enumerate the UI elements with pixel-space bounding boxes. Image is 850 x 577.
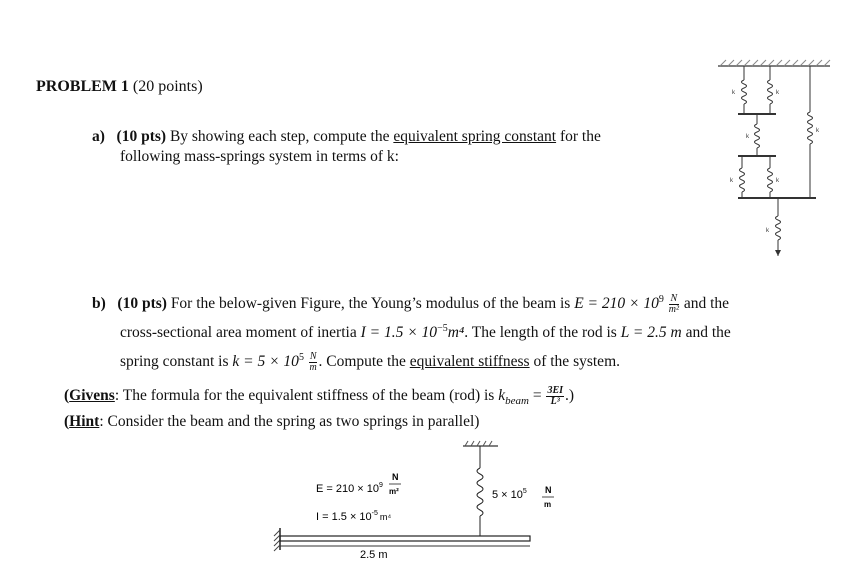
ceiling-hatch	[720, 60, 830, 66]
spring-system-figure	[712, 58, 837, 270]
part-b-underlined: equivalent stiffness	[409, 353, 530, 371]
spring-top-middle	[768, 66, 773, 114]
fig-E-unit-num: N	[392, 472, 399, 482]
part-b-l3b: . Compute the	[318, 353, 406, 371]
part-b-points: (10 pts)	[117, 295, 167, 313]
spring-top-left	[742, 66, 747, 114]
part-b-I: I = 1.5 × 10	[360, 324, 438, 342]
fig-E-unit-den: m²	[389, 487, 399, 496]
hint-open: (	[64, 413, 70, 430]
problem-heading: PROBLEM 1	[36, 78, 129, 95]
part-b-E: E = 210 × 10	[574, 295, 659, 313]
part-b-l2a: cross-sectional area moment of inertia	[120, 324, 357, 342]
part-b-line1	[92, 287, 832, 316]
givens-open: (	[64, 387, 70, 405]
fig-k-unit-num: N	[545, 485, 552, 495]
k-label-6: k	[776, 178, 779, 184]
part-b-l1a: For the below-given Figure, the Young’s modulus of the beam is	[170, 295, 571, 313]
ceiling-hatch-b	[465, 441, 492, 446]
givens-eq: =	[532, 387, 542, 405]
beam-length: 2.5 m	[360, 549, 388, 561]
spring-right-long	[808, 66, 813, 198]
k-label-5: k	[730, 178, 733, 184]
part-a-text2: for the	[559, 128, 601, 145]
fig-I-label: $I = 1.5 \times 10^{-5}$ $_{m^4}$	[316, 510, 392, 523]
fig-k-unit-den: m	[544, 500, 552, 509]
part-a-underlined: equivalent spring constant	[393, 128, 557, 145]
spring-lower-middle	[768, 156, 773, 198]
givens-k: k	[498, 387, 506, 405]
givens-close: .)	[565, 387, 575, 405]
spring-mid	[755, 114, 760, 156]
fig-k-label: $5 \times 10^5$	[492, 488, 527, 501]
problem-points: (20 points)	[132, 78, 203, 95]
part-b-l3c: of the system.	[533, 353, 620, 371]
spring-bottom	[776, 198, 781, 256]
givens-line	[64, 386, 764, 411]
force-arrow-icon	[775, 250, 781, 256]
part-b-line2	[92, 316, 832, 345]
part-b-l3a: spring constant is	[120, 353, 229, 371]
givens-k-sub: beam	[505, 395, 529, 408]
part-a-label: a)	[92, 128, 105, 145]
k-label-3: k	[746, 134, 749, 140]
unit-n-per-m2: $\frac{N}{\text{m²}}$	[668, 293, 679, 316]
hint-label: Hint	[69, 413, 100, 430]
part-b-text	[92, 287, 832, 374]
part-b-line3	[92, 345, 832, 374]
spring-lower-left	[740, 156, 745, 198]
unit-n-per-m: $\frac{N}{m}$	[309, 351, 317, 374]
part-a-text1: By showing each step, compute the	[169, 128, 390, 145]
part-a-text3: following mass-springs system in terms of k:	[120, 148, 399, 165]
k-label-1: k	[732, 90, 735, 96]
wall-hatch	[274, 530, 280, 551]
part-b-k: k = 5 × 10	[232, 353, 299, 371]
part-b-E-exp: 9	[658, 294, 664, 305]
part-b-l2b: . The length of the rod is	[464, 324, 617, 342]
part-b-l2c: and the	[685, 324, 731, 342]
part-b-label: b)	[92, 295, 106, 313]
k-label-2: k	[776, 90, 779, 96]
hint-text: : Consider the beam and the spring as two springs in parallel)	[99, 413, 480, 430]
givens-label: Givens	[69, 387, 115, 405]
givens-text: : The formula for the equivalent stiffness of the beam (rod) is	[114, 387, 495, 405]
part-b-l1b: and the	[683, 295, 730, 313]
k-label-4: k	[816, 128, 819, 134]
beam	[280, 536, 530, 541]
beam-spring	[477, 446, 483, 536]
part-a-text	[92, 127, 712, 167]
part-b-I-unit: m⁴	[447, 324, 465, 342]
k-label-7: k	[766, 228, 769, 234]
hint-line	[64, 412, 764, 432]
part-a-points: (10 pts)	[116, 128, 167, 145]
part-b-k-exp: 5	[298, 352, 304, 364]
part-b-I-exp: −5	[437, 323, 448, 335]
problem-title	[36, 78, 203, 96]
part-b-L: L = 2.5 m	[620, 324, 682, 342]
givens-fraction: $\frac{3EI}{\text{L³}}$	[547, 385, 563, 407]
beam-figure	[258, 438, 578, 570]
fig-E-label: $E = 210 \times 10^9$	[316, 482, 383, 495]
